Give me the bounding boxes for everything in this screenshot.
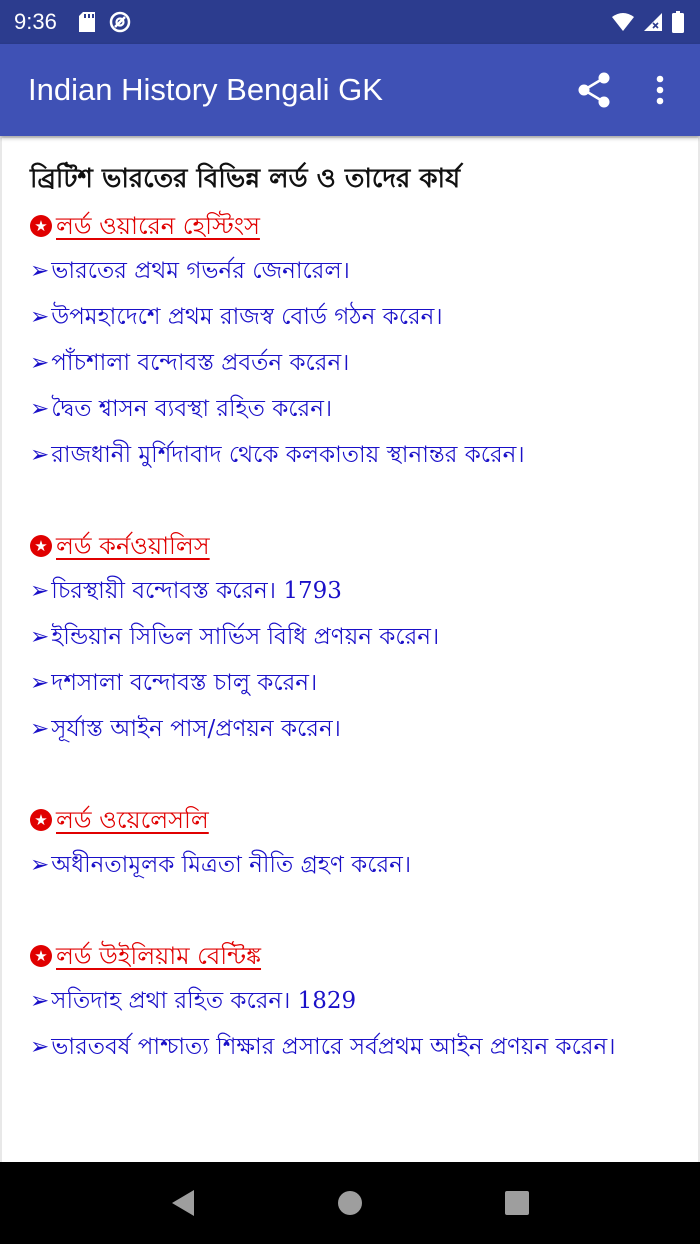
star-icon: ★ xyxy=(30,215,52,237)
more-vert-icon xyxy=(656,75,664,105)
lord-heading xyxy=(30,204,672,248)
fact-item xyxy=(30,248,672,294)
back-button[interactable] xyxy=(153,1173,213,1233)
fact-item xyxy=(30,706,672,752)
arrow-bullet-icon: ➢ xyxy=(30,716,50,742)
arrow-bullet-icon: ➢ xyxy=(30,1034,50,1060)
share-icon xyxy=(577,72,611,108)
recents-button[interactable] xyxy=(487,1173,547,1233)
fact-text: দ্বৈত শ্বাসন ব্যবস্থা রহিত করেন। xyxy=(51,396,333,422)
arrow-bullet-icon: ➢ xyxy=(30,258,50,284)
navigation-bar xyxy=(0,1162,700,1244)
fact-item xyxy=(30,294,672,340)
lord-name: লর্ড ওয়েলেসলি xyxy=(56,806,209,834)
at-sign-icon xyxy=(109,11,131,33)
fact-item xyxy=(30,978,672,1024)
fact-text: অধীনতামূলক মিত্রতা নীতি গ্রহণ করেন। xyxy=(51,852,412,878)
wifi-icon xyxy=(612,13,634,31)
arrow-bullet-icon: ➢ xyxy=(30,852,50,878)
fact-item xyxy=(30,1024,672,1070)
arrow-bullet-icon: ➢ xyxy=(30,350,50,376)
lord-name: লর্ড ওয়ারেন হেস্টিংস xyxy=(56,212,260,240)
arrow-bullet-icon: ➢ xyxy=(30,442,50,468)
fact-text: সতিদাহ প্রথা রহিত করেন। 1829 xyxy=(51,988,357,1014)
fact-text: দশসালা বন্দোবস্ত চালু করেন। xyxy=(51,670,318,696)
share-button[interactable] xyxy=(558,54,630,126)
star-icon: ★ xyxy=(30,809,52,831)
fact-text: সূর্যাস্ত আইন পাস/প্রণয়ন করেন। xyxy=(51,716,341,742)
app-title: Indian History Bengali GK xyxy=(28,72,383,107)
article-heading: ব্রিটিশ ভারতের বিভিন্ন লর্ড ও তাদের কার্য xyxy=(30,164,461,194)
fact-item xyxy=(30,614,672,660)
star-icon: ★ xyxy=(30,535,52,557)
battery-icon xyxy=(672,11,684,33)
home-button[interactable] xyxy=(320,1173,380,1233)
arrow-bullet-icon: ➢ xyxy=(30,624,50,650)
fact-text: ভারতের প্রথম গভর্নর জেনারেল। xyxy=(51,258,350,284)
recents-icon xyxy=(505,1191,529,1215)
fact-text: ভারতবর্ষ পাশ্চাত্য শিক্ষার প্রসারে সর্বপ্রথম আইন প্রণয়ন করেন। xyxy=(51,1034,616,1060)
lord-heading xyxy=(30,934,672,978)
home-icon xyxy=(337,1190,363,1216)
arrow-bullet-icon: ➢ xyxy=(30,304,50,330)
sd-card-icon xyxy=(79,12,95,32)
arrow-bullet-icon: ➢ xyxy=(30,578,50,604)
status-time: 9:36 xyxy=(14,9,57,34)
fact-item xyxy=(30,568,672,614)
status-bar xyxy=(0,0,700,44)
fact-item xyxy=(30,660,672,706)
fact-item xyxy=(30,432,672,478)
more-options-button[interactable] xyxy=(630,54,690,126)
content-area[interactable] xyxy=(0,138,700,1162)
fact-item xyxy=(30,386,672,432)
back-icon xyxy=(172,1190,194,1216)
lord-heading xyxy=(30,798,672,842)
fact-item xyxy=(30,842,672,888)
lord-heading xyxy=(30,524,672,568)
lord-section xyxy=(30,204,672,478)
app-bar xyxy=(0,44,700,136)
fact-text: পাঁচশালা বন্দোবস্ত প্রবর্তন করেন। xyxy=(51,350,350,376)
arrow-bullet-icon: ➢ xyxy=(30,396,50,422)
article-card xyxy=(2,138,698,1162)
star-icon: ★ xyxy=(30,945,52,967)
lord-name: লর্ড কর্নওয়ালিস xyxy=(56,532,210,560)
lord-section xyxy=(30,524,672,752)
fact-text: চিরস্থায়ী বন্দোবস্ত করেন। 1793 xyxy=(51,578,342,604)
section-spacer xyxy=(30,752,672,798)
signal-icon xyxy=(644,13,662,31)
arrow-bullet-icon: ➢ xyxy=(30,988,50,1014)
fact-text: রাজধানী মুর্শিদাবাদ থেকে কলকাতায় স্থানান্তর করেন। xyxy=(51,442,525,468)
section-spacer xyxy=(30,478,672,524)
section-spacer xyxy=(30,888,672,934)
lord-section xyxy=(30,798,672,888)
fact-item xyxy=(30,340,672,386)
lord-section xyxy=(30,934,672,1070)
fact-text: উপমহাদেশে প্রথম রাজস্ব বোর্ড গঠন করেন। xyxy=(51,304,443,330)
lord-name: লর্ড উইলিয়াম বেন্টিঙ্ক xyxy=(56,942,262,970)
fact-text: ইন্ডিয়ান সিভিল সার্ভিস বিধি প্রণয়ন করেন। xyxy=(51,624,440,650)
arrow-bullet-icon: ➢ xyxy=(30,670,50,696)
